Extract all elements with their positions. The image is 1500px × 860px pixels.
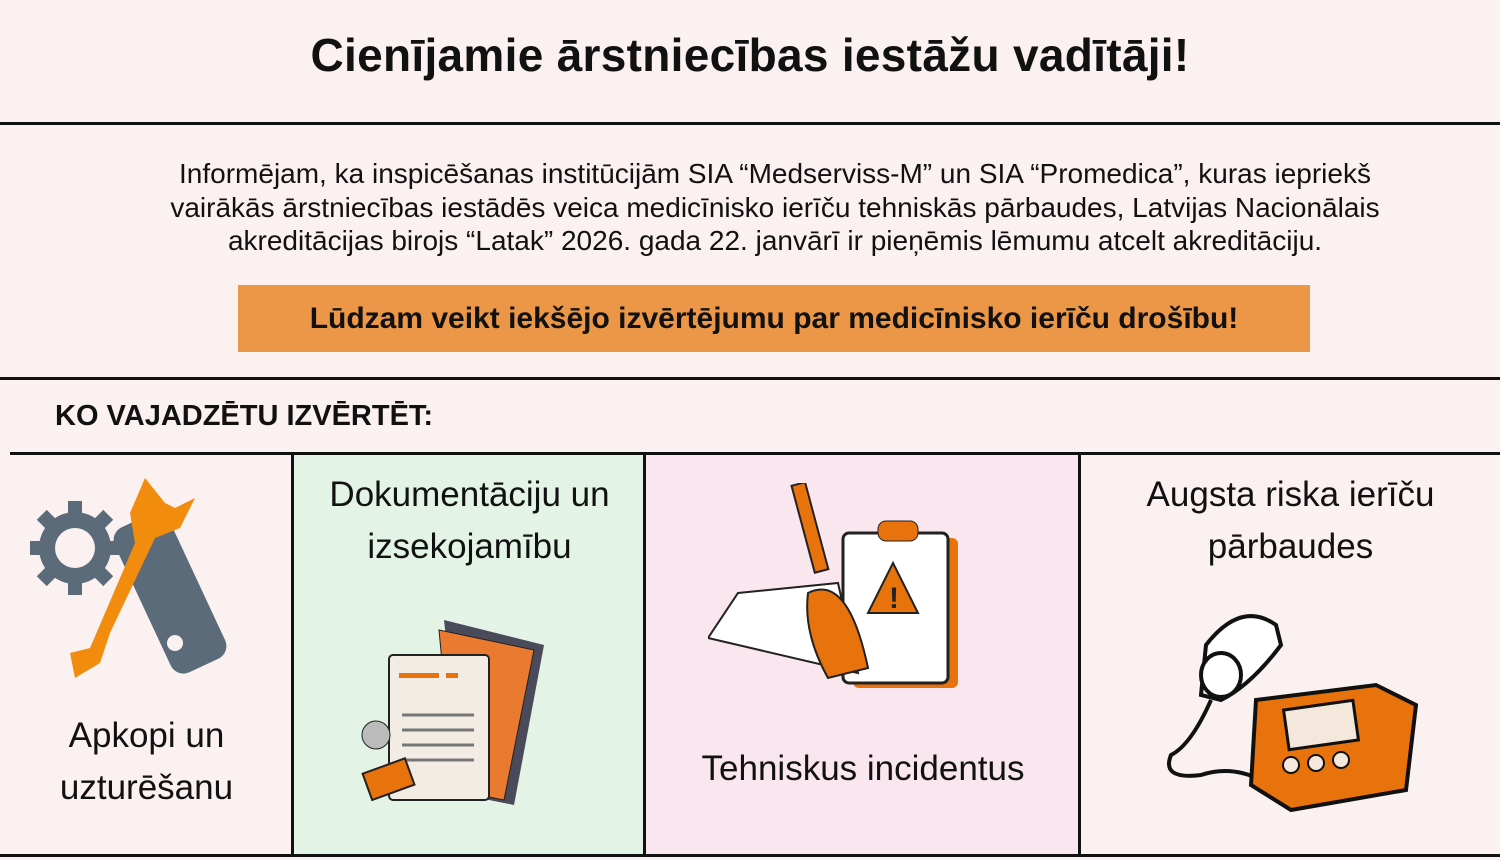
item-label: Dokumentāciju un bbox=[329, 475, 610, 514]
divider bbox=[0, 122, 1500, 125]
item-label: Augsta riska ierīču bbox=[1146, 475, 1435, 514]
item-label: uzturēšanu bbox=[59, 768, 234, 807]
item-incidents bbox=[646, 455, 1080, 854]
item-maintenance bbox=[0, 455, 293, 854]
callout-text: Lūdzam veikt iekšējo izvērtējumu par medicīnisko ierīču drošību! bbox=[309, 301, 1239, 335]
intro-paragraph bbox=[60, 157, 1490, 258]
divider bbox=[0, 377, 1500, 380]
clipboard-warning-icon bbox=[708, 483, 968, 693]
blood-pressure-monitor-icon bbox=[1161, 605, 1431, 815]
item-label: Tehniskus incidentus bbox=[701, 749, 1025, 788]
page-title: Cienījamie ārstniecības iestāžu vadītāji! bbox=[310, 29, 1190, 81]
intro-line: Informējam, ka inspicēšanas institūcijām SIA “Medserviss-M” un SIA “Promedica”, kuras iepriekš bbox=[179, 158, 1371, 189]
item-high-risk-devices bbox=[1081, 455, 1500, 854]
gear-wrench-phone-icon bbox=[30, 473, 230, 693]
section-heading: KO VAJADZĒTU IZVĒRTĒT: bbox=[55, 400, 434, 432]
item-label: pārbaudes bbox=[1207, 527, 1374, 566]
documents-stamp-icon bbox=[354, 615, 554, 805]
item-documentation bbox=[294, 455, 645, 854]
svg-text:!: ! bbox=[889, 582, 899, 615]
intro-line: akreditācijas birojs “Latak” 2026. gada 22. janvārī ir pieņēmis lēmumu atcelt akreditāciju. bbox=[227, 225, 1323, 256]
item-label: izsekojamību bbox=[367, 527, 572, 566]
intro-line: vairākās ārstniecības iestādēs veica medicīnisko ierīču tehniskās pārbaudes, Latvijas Nacionālais bbox=[170, 191, 1380, 223]
divider bbox=[0, 854, 1500, 857]
item-label: Apkopi un bbox=[68, 716, 225, 755]
callout-banner bbox=[238, 285, 1310, 352]
